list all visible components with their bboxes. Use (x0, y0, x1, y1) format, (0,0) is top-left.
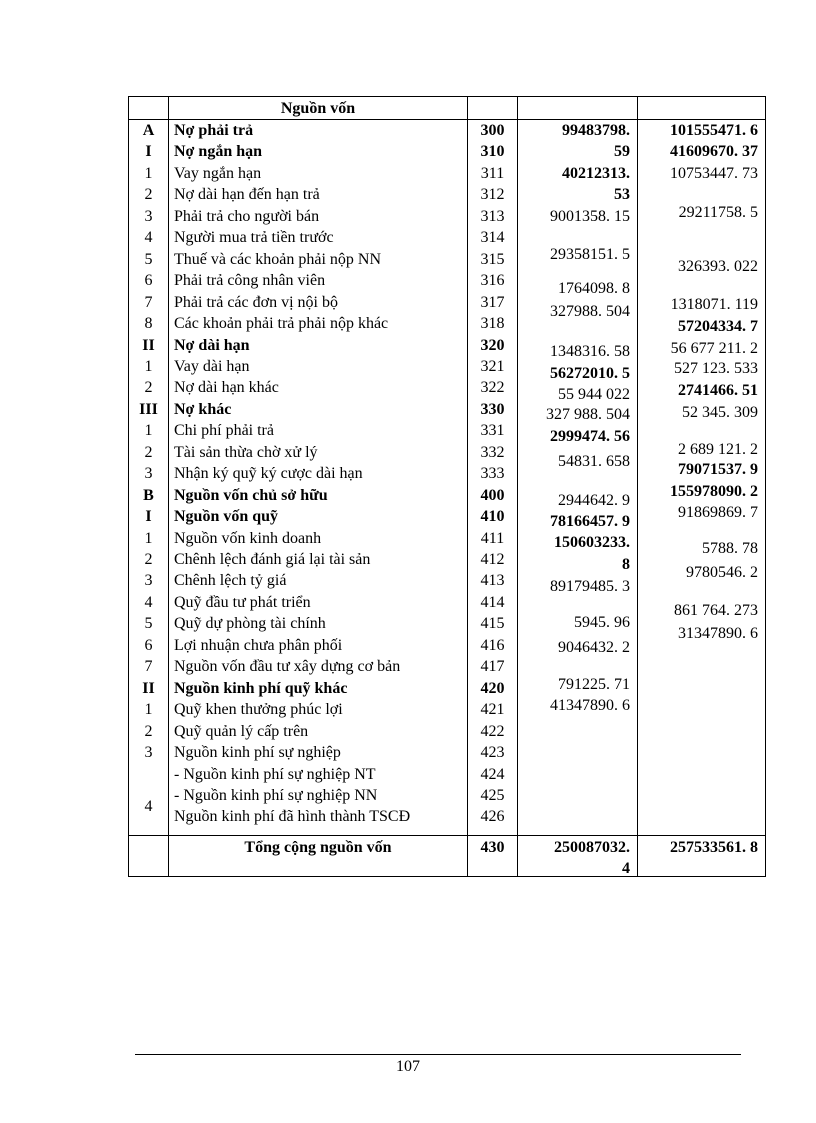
total-code: 430 (480, 839, 505, 856)
row-index: 1 (144, 358, 153, 375)
row-code: 415 (480, 615, 505, 632)
col1-value: 150603233. (554, 534, 630, 551)
col1-value: 327988. 504 (550, 303, 630, 320)
col1-value: 9001358. 15 (550, 208, 630, 225)
row-label: Nợ dài hạn đến hạn trả (174, 186, 320, 203)
row-label: Nguồn vốn kinh doanh (174, 530, 322, 547)
col2-value: 91869869. 7 (678, 504, 758, 521)
col1-value: 8 (622, 556, 630, 573)
footer-rule (135, 1054, 741, 1055)
col1-value: 327 988. 504 (546, 406, 630, 423)
row-label: Phải trả công nhân viên (174, 272, 326, 289)
col1-value: 78166457. 9 (550, 513, 630, 530)
total-label: Tổng cộng nguồn vốn (244, 839, 392, 856)
row-label: Nguồn kinh phí sự nghiệp (174, 744, 341, 761)
col1-value: 99483798. (562, 122, 630, 139)
row-index: 5 (144, 615, 153, 632)
row-index: 2 (144, 723, 153, 740)
row-index: 3 (144, 572, 153, 589)
col1-value: 9046432. 2 (558, 639, 630, 656)
col1-value: 1764098. 8 (558, 280, 630, 297)
row-index: 3 (144, 208, 153, 225)
row-code: 330 (480, 401, 505, 418)
row-label: Phải trả cho người bán (174, 208, 320, 225)
row-index: III (139, 401, 158, 418)
row-index: 2 (144, 444, 153, 461)
col1-value: 5945. 96 (574, 614, 630, 631)
col2-value: 527 123. 533 (674, 360, 758, 377)
row-index: 5 (144, 251, 153, 268)
row-label: - Nguồn kinh phí sự nghiệp NT (174, 766, 376, 783)
row-index: 2 (144, 551, 153, 568)
col2-value: 155978090. 2 (670, 483, 758, 500)
row-code: 417 (480, 658, 505, 675)
row-code: 414 (480, 594, 505, 611)
row-index: 1 (144, 165, 153, 182)
row-index: 6 (144, 637, 153, 654)
row-code: 313 (480, 208, 505, 225)
row-label: Lợi nhuận chưa phân phối (174, 637, 343, 654)
col2-value: 10753447. 73 (670, 165, 758, 182)
row-index: II (142, 680, 155, 697)
total-col1-line2: 4 (622, 860, 630, 877)
row-label: Nợ ngắn hạn (174, 143, 263, 160)
row-label: Nguồn kinh phí đã hình thành TSCĐ (174, 808, 411, 825)
row-label: Nguồn vốn chủ sở hữu (174, 487, 328, 504)
row-label: Chi phí phải trả (174, 422, 274, 439)
col2-value: 29211758. 5 (678, 204, 758, 221)
row-label: Nhận ký quỹ ký cược dài hạn (174, 465, 363, 482)
row-code: 333 (480, 465, 505, 482)
col2-value: 9780546. 2 (686, 564, 758, 581)
row-index: 7 (144, 294, 153, 311)
row-index: B (143, 487, 154, 504)
col1-value: 53 (614, 186, 630, 203)
row-label: Nguồn kinh phí quỹ khác (174, 680, 348, 697)
row-code: 413 (480, 572, 505, 589)
row-code: 315 (480, 251, 505, 268)
row-label: Phải trả các đơn vị nội bộ (174, 294, 338, 311)
row-label: Nguồn vốn quỹ (174, 508, 279, 525)
row-index: 3 (144, 465, 153, 482)
row-label: Các khoản phải trả phải nộp khác (174, 315, 389, 332)
row-code: 317 (480, 294, 505, 311)
row-label: Vay ngắn hạn (174, 165, 262, 182)
row-index: A (142, 122, 155, 139)
col2-value: 2741466. 51 (678, 382, 758, 399)
row-code: 422 (480, 723, 505, 740)
row-code: 412 (480, 551, 505, 568)
col2-value: 41609670. 37 (670, 143, 758, 160)
row-index: 4 (144, 798, 153, 815)
row-code: 311 (480, 165, 505, 182)
row-code: 410 (480, 508, 505, 525)
row-label: - Nguồn kinh phí sự nghiệp NN (174, 787, 378, 804)
row-label: Quỹ quản lý cấp trên (174, 723, 309, 740)
col1-value: 56272010. 5 (550, 365, 630, 382)
column-divider (168, 97, 169, 876)
col2-value: 31347890. 6 (678, 625, 758, 642)
col2-value: 326393. 022 (678, 258, 758, 275)
row-index: 1 (144, 530, 153, 547)
row-code: 400 (480, 487, 505, 504)
row-code: 332 (480, 444, 505, 461)
row-label: Vay dài hạn (174, 358, 250, 375)
col1-value: 29358151. 5 (550, 246, 630, 263)
row-index: 4 (144, 594, 153, 611)
row-code: 426 (480, 808, 505, 825)
row-code: 300 (480, 122, 505, 139)
col2-value: 1318071. 119 (670, 296, 758, 313)
col1-value: 55 944 022 (558, 386, 630, 403)
row-index: 7 (144, 658, 153, 675)
row-code: 321 (480, 358, 505, 375)
row-index: I (145, 508, 152, 525)
row-code: 322 (480, 379, 505, 396)
total-col1-line1: 250087032. (554, 839, 630, 856)
total-divider (129, 835, 765, 836)
row-code: 331 (480, 422, 505, 439)
row-index: 6 (144, 272, 153, 289)
row-code: 424 (480, 766, 505, 783)
row-index: 4 (144, 229, 153, 246)
row-code: 425 (480, 787, 505, 804)
row-index: II (142, 337, 155, 354)
row-code: 318 (480, 315, 505, 332)
col2-value: 52 345. 309 (682, 404, 758, 421)
row-label: Tài sản thừa chờ xử lý (174, 444, 318, 461)
row-label: Quỹ đầu tư phát triển (174, 594, 311, 611)
col1-value: 54831. 658 (558, 453, 630, 470)
col1-value: 2944642. 9 (558, 492, 630, 509)
row-code: 310 (480, 143, 505, 160)
col1-value: 2999474. 56 (550, 428, 630, 445)
row-index: 1 (144, 701, 153, 718)
col2-value: 861 764. 273 (674, 602, 758, 619)
row-label: Quỹ dự phòng tài chính (174, 615, 326, 632)
col1-value: 791225. 71 (558, 676, 630, 693)
row-label: Thuế và các khoản phải nộp NN (174, 251, 382, 268)
row-label: Chênh lệch đánh giá lại tài sản (174, 551, 371, 568)
row-label: Nợ phải trả (174, 122, 254, 139)
row-label: Nguồn vốn đầu tư xây dựng cơ bản (174, 658, 401, 675)
row-index: 2 (144, 379, 153, 396)
balance-sheet-table (128, 96, 766, 877)
col1-value: 41347890. 6 (550, 697, 630, 714)
row-index: 1 (144, 422, 153, 439)
page-number: 107 (396, 1058, 420, 1075)
col2-value: 56 677 211. 2 (670, 340, 758, 357)
row-label: Chênh lệch tỷ giá (174, 572, 287, 589)
row-code: 312 (480, 186, 505, 203)
row-index: 3 (144, 744, 153, 761)
row-label: Người mua trả tiền trước (174, 229, 334, 246)
row-code: 316 (480, 272, 505, 289)
col1-value: 59 (614, 143, 630, 160)
col1-value: 89179485. 3 (550, 578, 630, 595)
row-code: 416 (480, 637, 505, 654)
row-label: Nợ dài hạn (174, 337, 250, 354)
row-index: 8 (144, 315, 153, 332)
total-col2: 257533561. 8 (670, 839, 758, 856)
row-code: 421 (480, 701, 505, 718)
row-code: 314 (480, 229, 505, 246)
row-code: 411 (480, 530, 505, 547)
row-index: 2 (144, 186, 153, 203)
row-code: 320 (480, 337, 505, 354)
row-label: Quỹ khen thưởng phúc lợi (174, 701, 343, 718)
header-divider (129, 119, 765, 120)
col2-value: 79071537. 9 (678, 461, 758, 478)
row-label: Nợ dài hạn khác (174, 379, 279, 396)
col2-value: 57204334. 7 (678, 318, 758, 335)
col2-value: 5788. 78 (702, 540, 758, 557)
row-label: Nợ khác (174, 401, 232, 418)
col1-value: 40212313. (562, 165, 630, 182)
row-index: I (145, 143, 152, 160)
row-code: 423 (480, 744, 505, 761)
col2-value: 101555471. 6 (670, 122, 758, 139)
col1-value: 1348316. 58 (550, 343, 630, 360)
col2-value: 2 689 121. 2 (678, 441, 758, 458)
row-code: 420 (480, 680, 505, 697)
header-title: Nguồn vốn (280, 100, 356, 117)
